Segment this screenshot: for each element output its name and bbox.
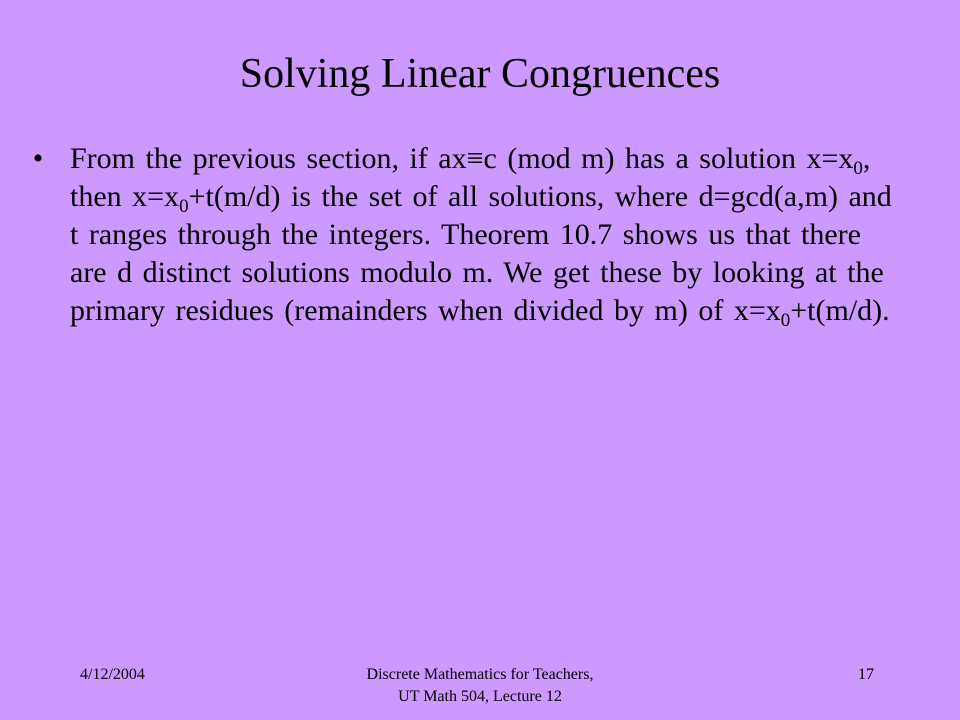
footer-course-line-2: UT Math 504, Lecture 12	[398, 688, 562, 705]
bullet-text-part-1: From the previous section, if ax≡c (mod m) has a solution x=x	[70, 142, 854, 175]
subscript-zero-3: 0	[780, 310, 791, 331]
footer-date: 4/12/2004	[80, 666, 145, 683]
bullet-text-part-4: +t(m/d).	[790, 294, 890, 327]
footer-course-info	[300, 664, 660, 708]
bullet-item	[28, 140, 908, 330]
bullet-text	[70, 142, 892, 331]
subscript-zero-2: 0	[179, 196, 189, 217]
bullet-text-part-3: +t(m/d) is the set of all solutions, where d=gcd(a,m) and t ranges through the integers. Theorem 10.7 shows us that there are d distinct solutions modulo m. We get these by looking at the primary residues (remainders when divided by m) of x=x	[70, 180, 892, 327]
subscript-zero-1: 0	[853, 158, 863, 179]
footer-page-number: 17	[858, 666, 874, 683]
bullet-marker: •	[32, 142, 44, 175]
slide-content	[28, 140, 908, 330]
slide-title: Solving Linear Congruences	[239, 51, 721, 97]
footer-course-line-1: Discrete Mathematics for Teachers,	[366, 666, 594, 683]
bullet-text-part-2: , then x=x	[70, 142, 871, 213]
